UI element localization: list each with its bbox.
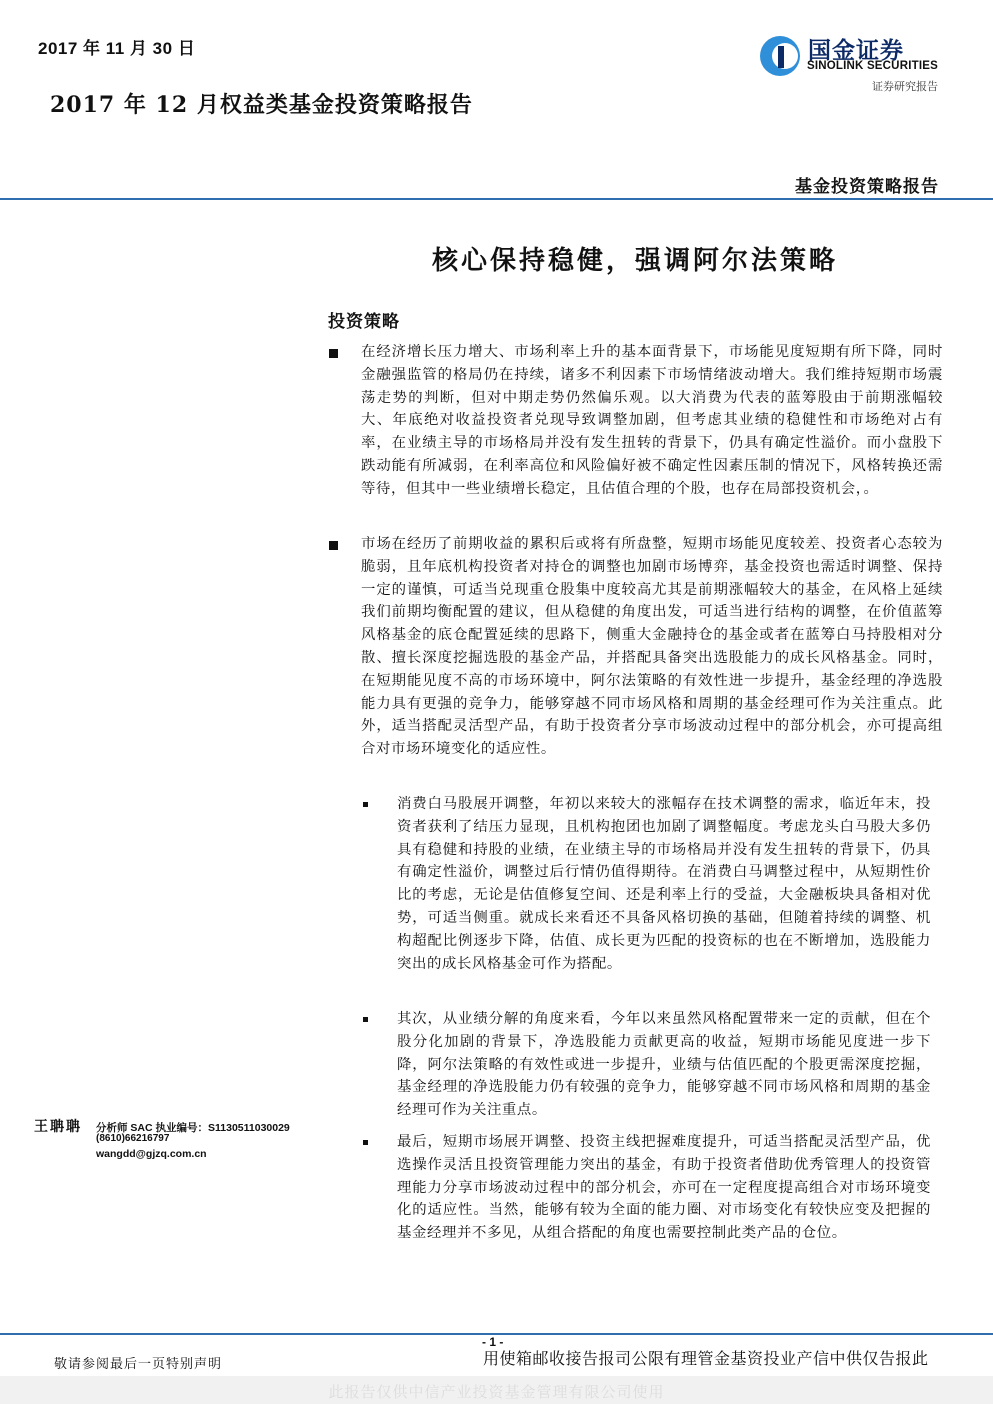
header-divider <box>0 198 993 200</box>
analyst-email[interactable]: wangdd@gjzq.com.cn <box>96 1148 207 1160</box>
disclaimer-note: 敬请参阅最后一页特别声明 <box>54 1357 223 1372</box>
logo-subtitle: 证券研究报告 <box>872 80 938 93</box>
watermark: 此报告仅供中信产业投资基金管理有限公司使用 <box>328 1383 665 1401</box>
analyst-cert: 分析师 SAC 执业编号：S1130511030029 <box>96 1122 290 1134</box>
strategy-paragraph: 市场在经历了前期收益的累积后或将有所盘整，短期市场能见度较差、投资者心态较为脆弱，且年底机构投资者对持仓的调整也加剧市场博弈，基金投资也需适时调整、保持一定的谨慎，可适当兑现重仓股集中度较高尤其是前期涨幅较大的基金，在风格上延续我们前期均衡配置的建议，但从稳健的角度出发，可适当进行结构的调整，在价值蓝筹风格基金的底仓配置延续的思路下，侧重大金融持仓的基金或者在蓝筹白马持股相对分散、擅长深度挖掘选股的基金产品，并搭配具备突出选股能力的成长风格基金。同时，在短期能见度不高的市场环境中，阿尔法策略的有效性进一步提升，基金经理的净选股能力具有更强的竞争力，能够穿越不同市场风格和周期的基金经理可作为关注重点。此外，适当搭配灵活型产品，有助于投资者分享市场波动过程中的部分机会，亦可提高组合对市场环境变化的适应性。 <box>361 536 943 758</box>
bullet-square-icon <box>329 541 338 550</box>
strategy-paragraph: 在经济增长压力增大、市场利率上升的基本面背景下，市场能见度短期有所下降，同时金融强监管的格局仍在持续，诸多不利因素下市场情绪波动增大。我们维持短期市场震荡走势的判断，但对中期走势仍然偏乐观。以大消费为代表的蓝筹股由于前期涨幅较大、年底绝对收益投资者兑现导致调整加剧，但考虑其业绩的稳健性和市场绝对占有率，在业绩主导的市场格局并没有发生扭转的背景下，仍具有确定性溢价。而小盘股下跌动能有所减弱，在利率高位和风险偏好被不确定性因素压制的情况下，风格转换还需等待，但其中一些业绩增长稳定，且估值合理的个股，也存在局部投资机会，。 <box>361 344 943 497</box>
sub-point: 其次，从业绩分解的角度来看，今年以来虽然风格配置带来一定的贡献，但在个股分化加剧的背景下，净选股能力贡献更高的收益，短期市场能见度进一步下降，阿尔法策略的有效性或进一步提升，业绩与估值匹配的个股更需深度挖掘，基金经理的净选股能力仍有较强的竞争力，能够穿越不同市场风格和周期的基金经理可作为关注重点。 <box>397 1011 931 1119</box>
sub-bullet-square-icon <box>363 1140 368 1145</box>
report-date: 2017 年 11 月 30 日 <box>38 39 196 58</box>
report-type-label: 基金投资策略报告 <box>795 177 939 197</box>
logo-name-en: SINOLINK SECURITIES <box>807 60 938 72</box>
report-title: 2017 年 12 月权益类基金投资策略报告 <box>50 92 473 118</box>
section-heading: 投资策略 <box>328 312 400 332</box>
bullet-square-icon <box>329 349 338 358</box>
analyst-phone: (8610)66216797 <box>96 1133 170 1144</box>
analyst-name: 王聃聃 <box>34 1119 82 1135</box>
sub-point: 消费白马股展开调整，年初以来较大的涨幅存在技术调整的需求，临近年末，投资者获利了结压力显现，且机构抱团也加剧了调整幅度。考虑龙头白马股大多仍具有稳健和持股的业绩，在业绩主导的市场格局并没有发生扭转的背景下，仍具有确定性溢价，调整过后行情仍值得期待。在消费白马调整过程中，从短期性价比的考虑，无论是估值修复空间、还是利率上行的受益，大金融板块具备相对优势，可适当侧重。就成长来看还不具备风格切换的基础，但随着持续的调整、机构超配比例逐步下降，估值、成长更为匹配的投资标的也在不断增加，选股能力突出的成长风格基金可作为搭配。 <box>397 796 931 972</box>
sub-bullet-square-icon <box>363 1017 368 1022</box>
logo-name-cn: 国金证券 <box>808 38 904 64</box>
headline: 核心保持稳健，强调阿尔法策略 <box>431 246 838 276</box>
sub-point: 最后，短期市场展开调整、投资主线把握难度提升，可适当搭配灵活型产品，优选操作灵活且投资管理能力突出的基金，有助于投资者借助优秀管理人的投资管理能力分享市场波动过程中的部分机会，亦可在一定程度提高组合对市场环境变化的适应性。当然，能够有较为全面的能力圈、对市场变化有较快应变及把握的基金经理并不多见，从组合搭配的角度也需要控制此类产品的仓位。 <box>397 1134 931 1242</box>
page-number: - 1 - <box>482 1335 504 1349</box>
footer-reversed-text: 用使箱邮收接告报司公限有理管金基资投业产信中供仅告报此 <box>483 1349 929 1368</box>
sub-bullet-square-icon <box>363 802 368 807</box>
